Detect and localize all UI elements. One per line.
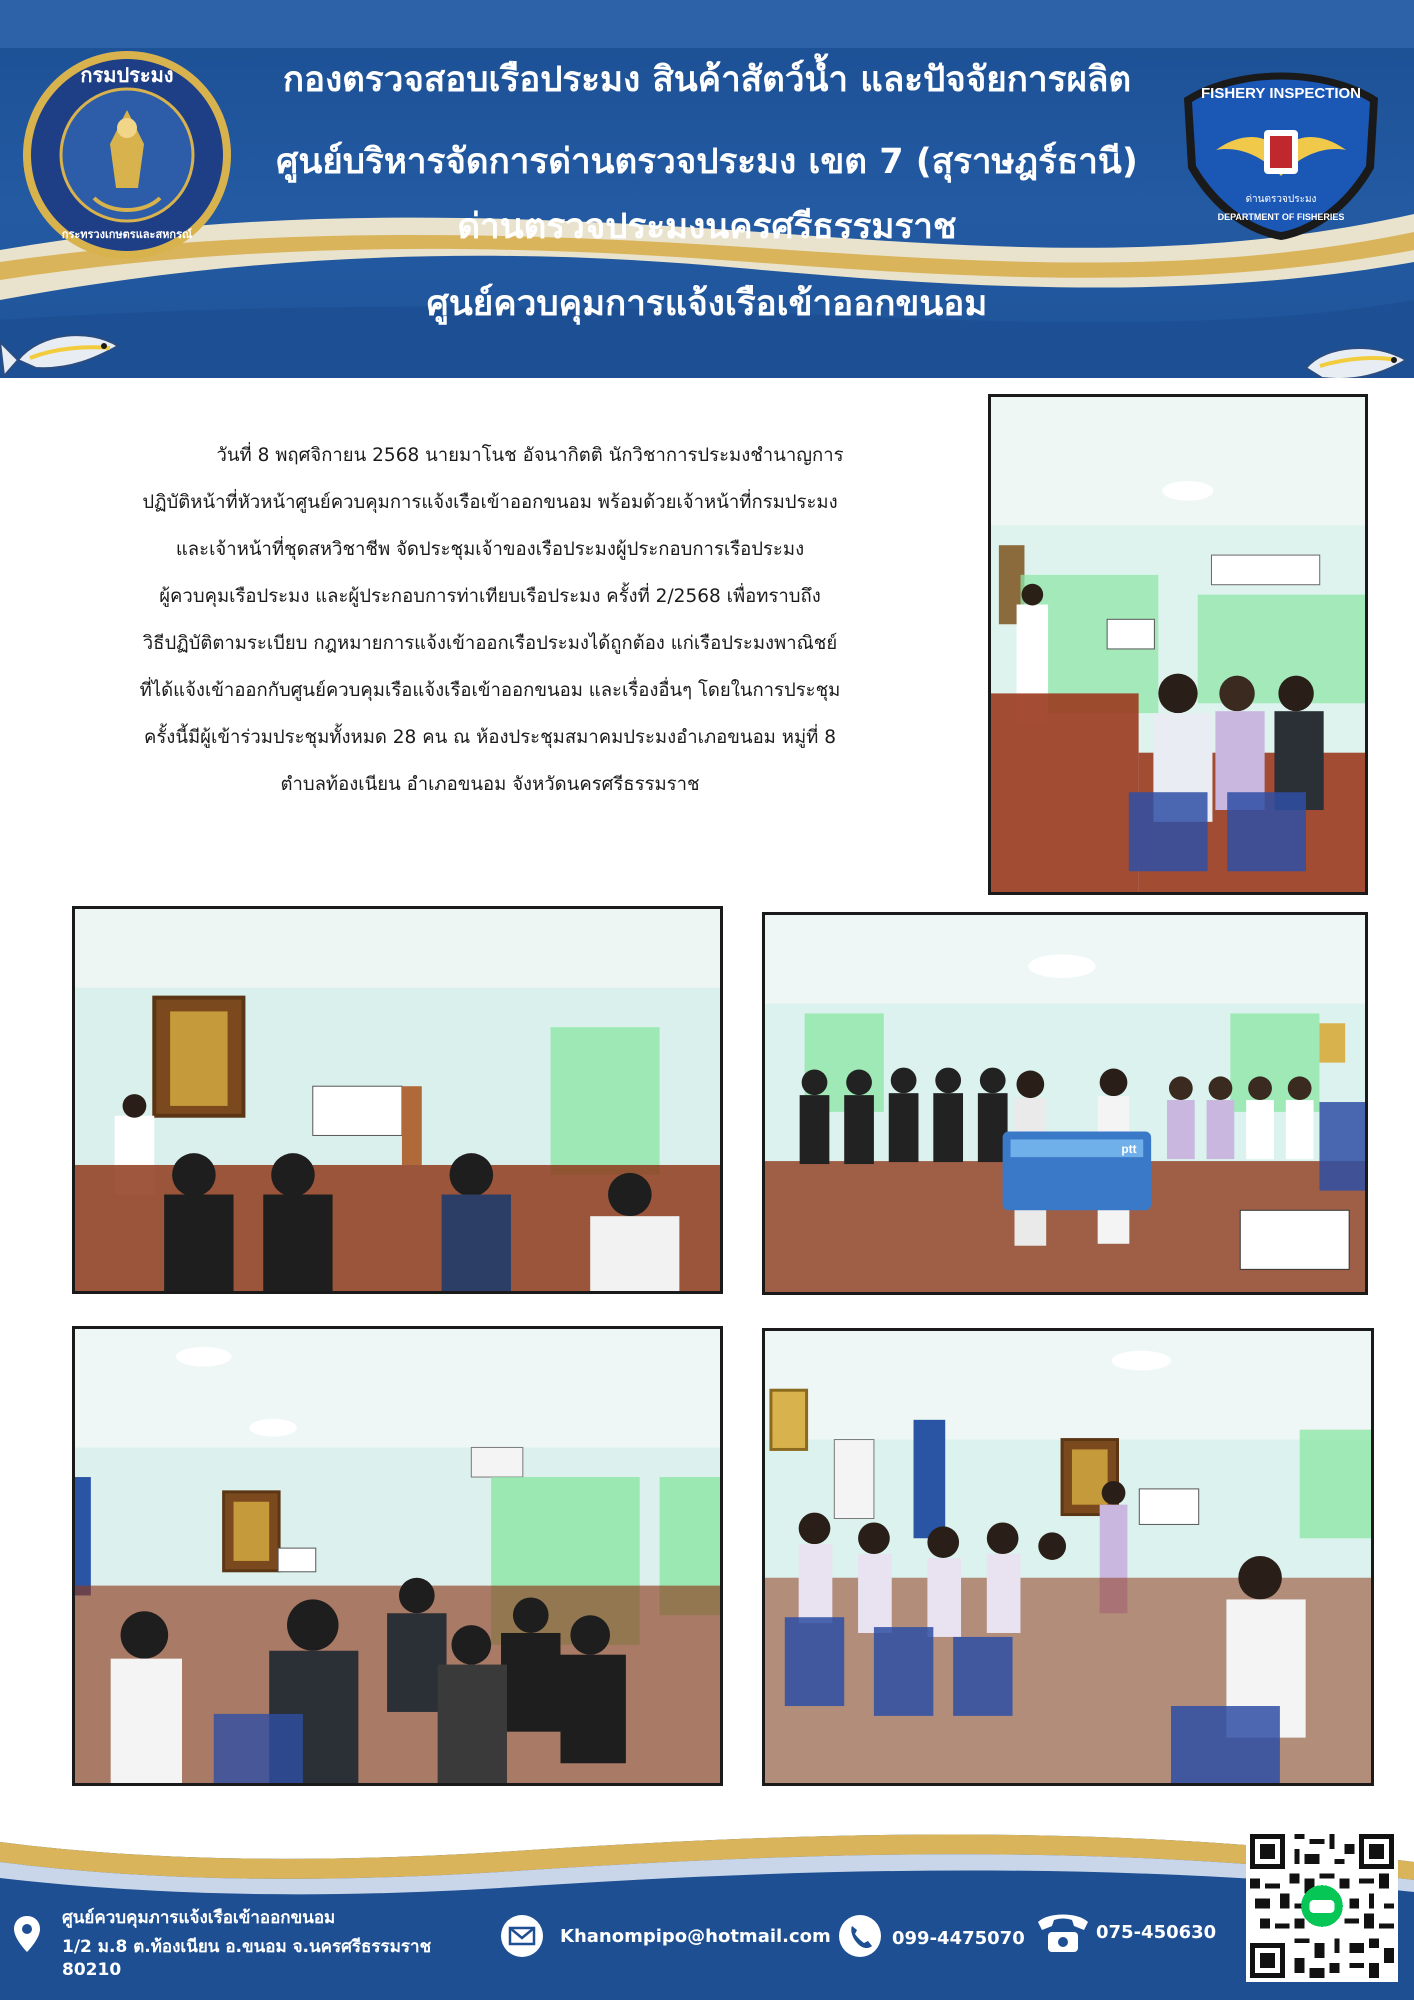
footer-mobile-phone[interactable]: 099-4475070 bbox=[892, 1928, 1025, 1949]
paragraph-line-2: ปฏิบัติหน้าที่หัวหน้าศูนย์ควบคุมการแจ้งเรือเข้าออกขนอม พร้อมด้วยเจ้าหน้าที่กรมประมง bbox=[142, 492, 838, 513]
right-seal-center-text: ด่านตรวจประมง bbox=[1245, 194, 1317, 205]
line-icon bbox=[1301, 1885, 1343, 1927]
paragraph-line-8: ตำบลท้องเนียน อำเภอขนอม จังหวัดนครศรีธรรมราช bbox=[280, 774, 700, 795]
header-title-line-2: ศูนย์บริหารจัดการด่านตรวจประมง เขต 7 (สุราษฎร์ธานี) bbox=[276, 142, 1138, 182]
paragraph-line-1: วันที่ 8 พฤศจิกายน 2568 นายมาโนช อัจนากิตติ นักวิชาการประมงชำนาญการ bbox=[216, 445, 844, 466]
meeting-photo-speaker-standing bbox=[762, 1328, 1374, 1786]
location-pin-icon bbox=[12, 1914, 42, 1954]
paragraph-line-4: ผู้ควบคุมเรือประมง และผู้ประกอบการท่าเทียบเรือประมง ครั้งที่ 2/2568 เพื่อทราบถึง bbox=[159, 586, 821, 607]
meeting-photo-group-with-banner bbox=[762, 912, 1368, 1295]
right-seal-top-text: FISHERY INSPECTION bbox=[1200, 85, 1362, 102]
header-title-line-1: กองตรวจสอบเรือประมง สินค้าสัตว์น้ำ และปัจจัยการผลิต bbox=[282, 60, 1132, 100]
qr-code-icon[interactable] bbox=[1246, 1830, 1398, 1982]
paragraph-line-5: วิธีปฏิบัติตามระเบียบ กฎหมายการแจ้งเข้าออกเรือประมงได้ถูกต้อง แก่เรือประมงพาณิชย์ bbox=[142, 633, 838, 654]
footer-address-postcode: 80210 bbox=[62, 1960, 122, 1980]
news-paragraph bbox=[60, 432, 920, 808]
paragraph-line-6: ที่ได้แจ้งเข้าออกกับศูนย์ควบคุมเรือแจ้งเรือเข้าออกขนอม และเรื่องอื่นๆ โดยในการประชุม bbox=[139, 680, 841, 701]
header-banner bbox=[0, 0, 1414, 378]
footer-address-line-1: 1/2 ม.8 ต.ท้องเนียน อ.ขนอม จ.นครศรีธรรมราช bbox=[62, 1937, 432, 1957]
tuna-illustration-right bbox=[1296, 330, 1414, 378]
footer-email[interactable]: Khanompipo@hotmail.com bbox=[560, 1926, 831, 1947]
footer-gold-swoosh bbox=[0, 1802, 1414, 2000]
paragraph-line-3: และเจ้าหน้าที่ชุดสหวิชาชีพ จัดประชุมเจ้าของเรือประมงผู้ประกอบการเรือประมง bbox=[175, 539, 805, 560]
tuna-illustration-left bbox=[0, 298, 130, 378]
footer-org-name: ศูนย์ควบคุมภารแจ้งเรือเข้าออกขนอม bbox=[62, 1908, 336, 1928]
meeting-photo-audience-wide bbox=[72, 1326, 723, 1786]
meeting-photo-speaker-at-table bbox=[988, 394, 1368, 895]
mobile-phone-icon bbox=[838, 1914, 882, 1958]
telephone-icon bbox=[1034, 1908, 1092, 1956]
email-icon bbox=[500, 1914, 544, 1958]
left-seal-top-text: กรมประมง bbox=[80, 65, 174, 87]
right-seal-bottom-text: DEPARTMENT OF FISHERIES bbox=[1217, 212, 1345, 222]
meeting-photo-presentation-room bbox=[72, 906, 723, 1294]
footer bbox=[0, 1802, 1414, 2000]
banner-ptt-text: ptt bbox=[1121, 1142, 1137, 1157]
left-seal-bottom-text: กระทรวงเกษตรและสหกรณ์ bbox=[61, 229, 193, 241]
fishery-inspection-seal bbox=[1176, 58, 1386, 242]
footer-office-phone[interactable]: 075-450630 bbox=[1096, 1922, 1217, 1943]
header-title-line-3: ด่านตรวจประมงนครศรีธรรมราช bbox=[457, 207, 957, 247]
paragraph-line-7: ครั้งนี้มีผู้เข้าร่วมประชุมทั้งหมด 28 คน ณ ห้องประชุมสมาคมประมงอำเภอขนอม หมู่ที่ 8 bbox=[144, 727, 836, 748]
header-title-line-4: ศูนย์ควบคุมการแจ้งเรือเข้าออกขนอม bbox=[426, 284, 988, 324]
